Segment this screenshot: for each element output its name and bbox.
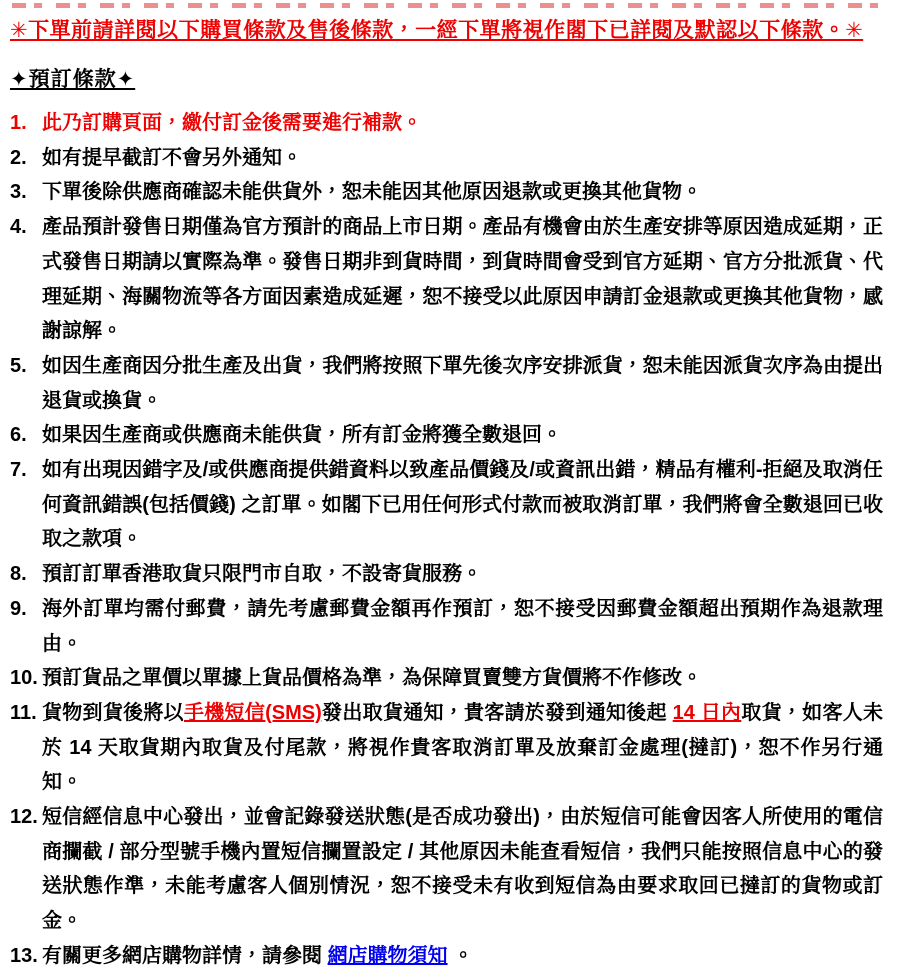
term-number: 11.: [10, 701, 37, 724]
term-text: 如有出現因錯字及/或供應商提供錯資料以致產品價錢及/或資訊出錯，精品有權利-拒絕及取消任何資訊錯誤(包括價錢) 之訂單。如閣下已用任何形式付款而被取消訂單，我們將會全數退回已收取之款項。: [42, 459, 883, 551]
term-item: [10, 800, 883, 939]
term-item: [10, 141, 883, 176]
term-item: [10, 696, 883, 800]
term-text: 預訂訂單香港取貨只限門市自取，不設寄貨服務。: [42, 563, 482, 586]
term-number: 10.: [10, 667, 38, 690]
term-item: [10, 418, 883, 453]
term-text: 手機短信(SMS): [183, 701, 322, 724]
term-item: [10, 661, 883, 696]
term-item: [10, 210, 883, 349]
term-number: 13.: [10, 944, 38, 967]
term-text: 預訂貨品之單價以單據上貨品價格為準，為保障買賣雙方貨價將不作修改。: [42, 667, 702, 690]
term-number: 5.: [10, 354, 27, 377]
term-text: 短信經信息中心發出，並會記錄發送狀態(是否成功發出)，由於短信可能會因客人所使用的電信商攔截 / 部分型號手機內置短信攔置設定 / 其他原因未能查看短信，我們只能按照信息中心的發送狀態作準，未能考慮客人個別情況，恕不接受未有收到短信為由要求取回已撻訂的貨物或訂金。: [42, 806, 883, 933]
term-text: 海外訂單均需付郵費，請先考慮郵費金額再作預訂，恕不接受因郵費金額超出預期作為退款理由。: [42, 597, 883, 655]
term-number: 8.: [10, 563, 27, 586]
term-text: 產品預計發售日期僅為官方預計的商品上市日期。產品有機會由於生產安排等原因造成延期，正式發售日期請以實際為準。發售日期非到貨時間，到貨時間會受到官方延期、官方分批派貨、代理延期、海關物流等各方面因素造成延遲，恕不接受以此原因申請訂金退款或更換其他貨物，感謝諒解。: [42, 216, 883, 343]
term-item: [10, 175, 883, 210]
term-item: [10, 106, 883, 141]
term-number: 1.: [10, 112, 27, 134]
term-number: 6.: [10, 424, 27, 447]
term-text: 此乃訂購頁面，繳付訂金後需要進行補款。: [42, 112, 422, 134]
term-text: 如有提早截訂不會另外通知。: [42, 146, 302, 169]
term-item: [10, 592, 883, 661]
term-text: 取貨，如客人未於 14 天取貨期內取貨及付尾款，將視作貴客取消訂單及放棄訂金處理(撻訂)，恕不作另行通知。: [42, 701, 884, 794]
term-text: 有關更多網店購物詳情，請參閱: [42, 944, 328, 967]
shop-guide-link[interactable]: 網店購物須知: [327, 944, 448, 967]
terms-list: [10, 106, 883, 974]
term-text: 如因生產商因分批生產及出貨，我們將按照下單先後次序安排派貨，恕未能因派貨次序為由提出退貨或換貨。: [42, 354, 883, 412]
term-item: [10, 939, 883, 974]
term-text: 貨物到貨後將以: [42, 701, 184, 724]
term-text: 如果因生產商或供應商未能供貨，所有訂金將獲全數退回。: [42, 424, 562, 447]
term-number: 3.: [10, 181, 27, 204]
section-heading-preorder-terms: ✦預訂條款✦: [10, 68, 136, 91]
cropped-text-fragment: [12, 3, 883, 8]
term-number: 12.: [10, 806, 38, 829]
term-text: 14 日內: [672, 701, 742, 724]
term-item: [10, 349, 883, 418]
term-text: 發出取貨通知，貴客請於發到通知後起: [321, 701, 673, 724]
term-text: 。: [447, 944, 474, 967]
term-number: 2.: [10, 146, 27, 169]
notice-banner: ✳下單前請詳閱以下購買條款及售後條款，一經下單將視作閣下已詳閱及默認以下條款。✳: [10, 19, 864, 42]
term-number: 7.: [10, 459, 27, 482]
term-number: 9.: [10, 597, 27, 620]
term-text: 下單後除供應商確認未能供貨外，恕未能因其他原因退款或更換其他貨物。: [42, 181, 702, 204]
term-number: 4.: [10, 216, 27, 239]
term-item: [10, 453, 883, 557]
term-item: [10, 557, 883, 592]
